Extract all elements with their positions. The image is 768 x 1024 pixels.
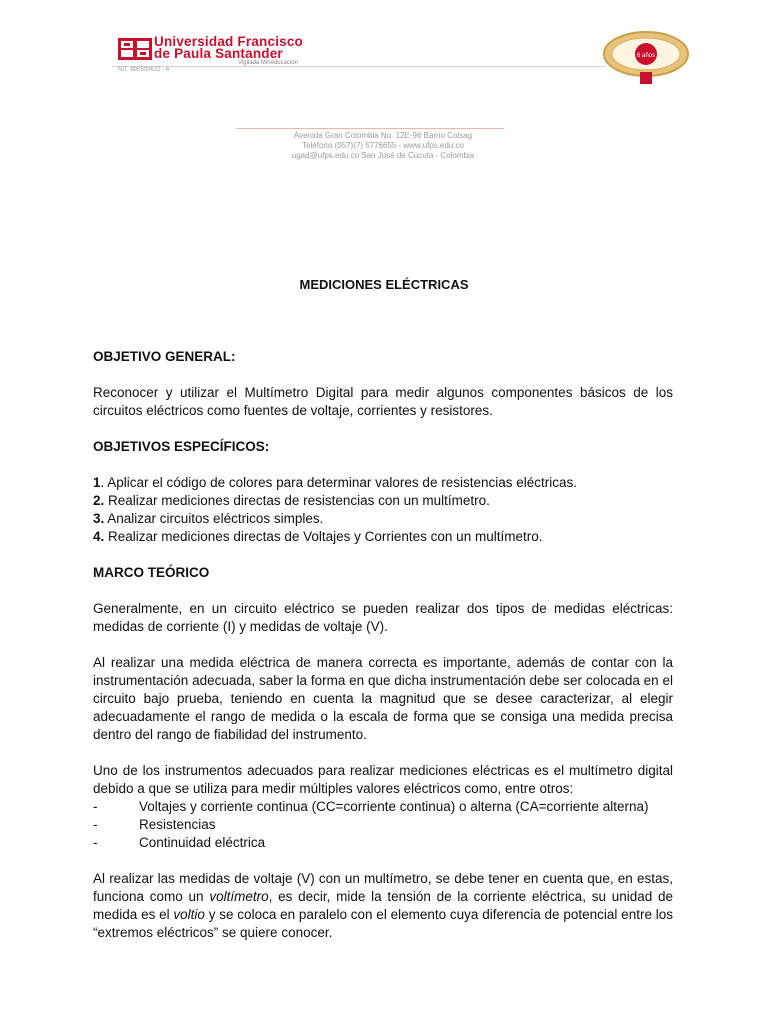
list-item: - Continuidad eléctrica	[93, 835, 266, 850]
objetivo-item: 2. Realizar mediciones directas de resistencias con un multímetro.	[93, 493, 490, 508]
paragraph: Uno de los instrumentos adecuados para realizar mediciones eléctricas es el multímetro digital debido a que se utiliza para medir múltiples valores eléctricos como, entre otros:	[93, 763, 673, 796]
nit-number: NIT. 890500622 - 6	[118, 67, 170, 73]
letterhead	[112, 32, 692, 82]
paragraph: Al realizar una medida eléctrica de manera correcta es importante, además de contar con la instrumentación adecuada, saber la forma en que dicha instrumentación debe ser colocada en el circuito bajo prueba, teniendo en cuenta la magnitud que se desee caracterizar, al elegir adecuadamente el rango de medida o la escala de forma que se consiga una medida precisa dentro del rango de fiabilidad del instrumento.	[93, 655, 673, 742]
motto: Vigilada Mineducación	[238, 60, 298, 66]
marco-teorico-heading: MARCO TEÓRICO	[93, 565, 210, 580]
ufps-logo-icon	[118, 38, 152, 60]
list-item: - Voltajes y corriente continua (CC=corriente continua) o alterna (CA=corriente alterna)	[93, 799, 649, 814]
document-title: MEDICIONES ELÉCTRICAS	[299, 277, 469, 292]
paragraph: Generalmente, en un circuito eléctrico se pueden realizar dos tipos de medidas eléctricas: medidas de corriente (I) y medidas de voltaje (V).	[93, 601, 673, 634]
objetivo-item: 1. Aplicar el código de colores para determinar valores de resistencias eléctricas.	[93, 475, 577, 490]
contact-info: Avenida Gran Colombia No. 12E-96 Barrio Colsag Teléfono (057)(7) 5776655 - www.ufps.edu.co ugad@ufps.edu.co San José de Cúcuta - Colombia	[291, 131, 475, 160]
accreditation-seal-icon	[602, 30, 690, 86]
header-divider	[112, 66, 606, 67]
university-name: Universidad Francisco de Paula Santander	[154, 34, 304, 61]
contact-divider	[236, 128, 504, 129]
objetivo-item: 4. Realizar mediciones directas de Voltajes y Corrientes con un multímetro.	[93, 529, 543, 544]
objetivo-general-text: Reconocer y utilizar el Multímetro Digital para medir algunos componentes básicos de los circuitos eléctricos como fuentes de voltaje, corrientes y resistores.	[93, 385, 673, 418]
list-item: - Resistencias	[93, 817, 216, 832]
seal-text: 6 años	[636, 53, 656, 59]
document-body	[93, 348, 673, 942]
objetivos-especificos-heading: OBJETIVOS ESPECÍFICOS:	[93, 439, 270, 454]
paragraph: Al realizar las medidas de voltaje (V) con un multímetro, se debe tener en cuenta que, en estas, funciona como un voltímetro, es decir, mide la tensión de la corriente eléctrica, su unidad de medida es el voltio y se coloca en paralelo con el elemento cuya diferencia de potencial entre los “extremos eléctricos” se quiere conocer.	[93, 871, 674, 940]
objetivo-general-heading: OBJETIVO GENERAL:	[93, 349, 236, 364]
objetivo-item: 3. Analizar circuitos eléctricos simples.	[93, 511, 324, 526]
